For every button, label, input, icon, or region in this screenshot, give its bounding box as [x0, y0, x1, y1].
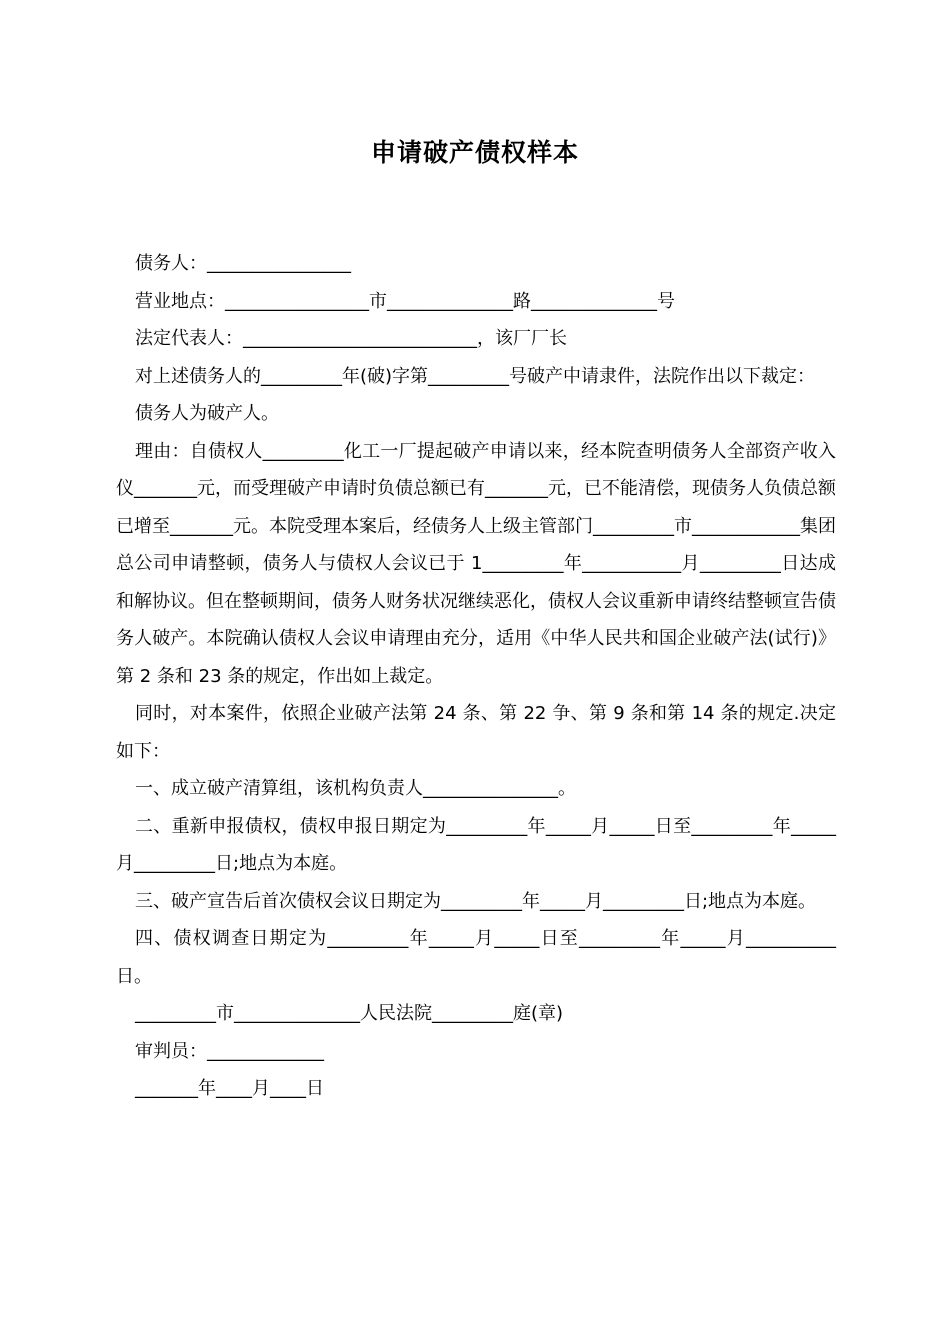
item-two: 二、重新申报债权，债权申报日期定为_________年_____月_____日至_________年_____月_________日;地点为本庭。: [116, 815, 836, 874]
judge-line: 审判员：_____________: [135, 1040, 324, 1062]
legal-representative-line: 法定代表人：__________________________，该厂厂长: [135, 328, 567, 349]
document-body: [116, 245, 836, 1108]
item-four: 四、债权调查日期定为_________年_____月_____日至_________年_____月__________日。: [116, 928, 836, 987]
document-title: 申请破产债权样本: [370, 138, 579, 167]
business-address-line: 营业地点：________________市______________路______________号: [135, 290, 675, 312]
court-signature-line: _________市______________人民法院_________庭(章): [135, 1003, 564, 1024]
decision-intro-paragraph: 同时，对本案件，依照企业破产法第 24 条、第 22 争、第 9 条和第 14 条的规定.决定如下：: [116, 703, 836, 762]
reasons-paragraph: 理由：自债权人_________化工一厂提起破产申请以来，经本院查明债务人全部资产收入仪_______元，而受理破产申请时负债总额已有_______元，已不能清偿，现债务人负债总额已增至_______元。本院受理本案后，经债务人上级主管部门_________市____________集团总公司申请整顿，债务人与债权人会议已于 1_________年___________月_________日达成和解协议。但在整顿期间，债务人财务状况继续恶化，债权人会议重新申请终结整顿宣告债务人破产。本院确认债权人会议申请理由充分，适用《中华人民共和国企业破产法(试行)》第 2 条和 23 条的规定，作出如上裁定。: [116, 440, 836, 687]
debtor-line: 债务人：________________: [135, 253, 351, 274]
item-three: 三、破产宣告后首次债权会议日期定为_________年_____月_________日;地点为本庭。: [135, 890, 817, 912]
item-one: 一、成立破产清算组，该机构负责人_______________。: [135, 778, 576, 799]
case-intro-paragraph: 对上述债务人的_________年(破)字第_________号破产中请隶件，法院作出以下裁定：: [135, 365, 816, 387]
date-line: _______年____月____日: [135, 1078, 324, 1099]
ruling-paragraph: 债务人为破产人。: [135, 403, 279, 424]
